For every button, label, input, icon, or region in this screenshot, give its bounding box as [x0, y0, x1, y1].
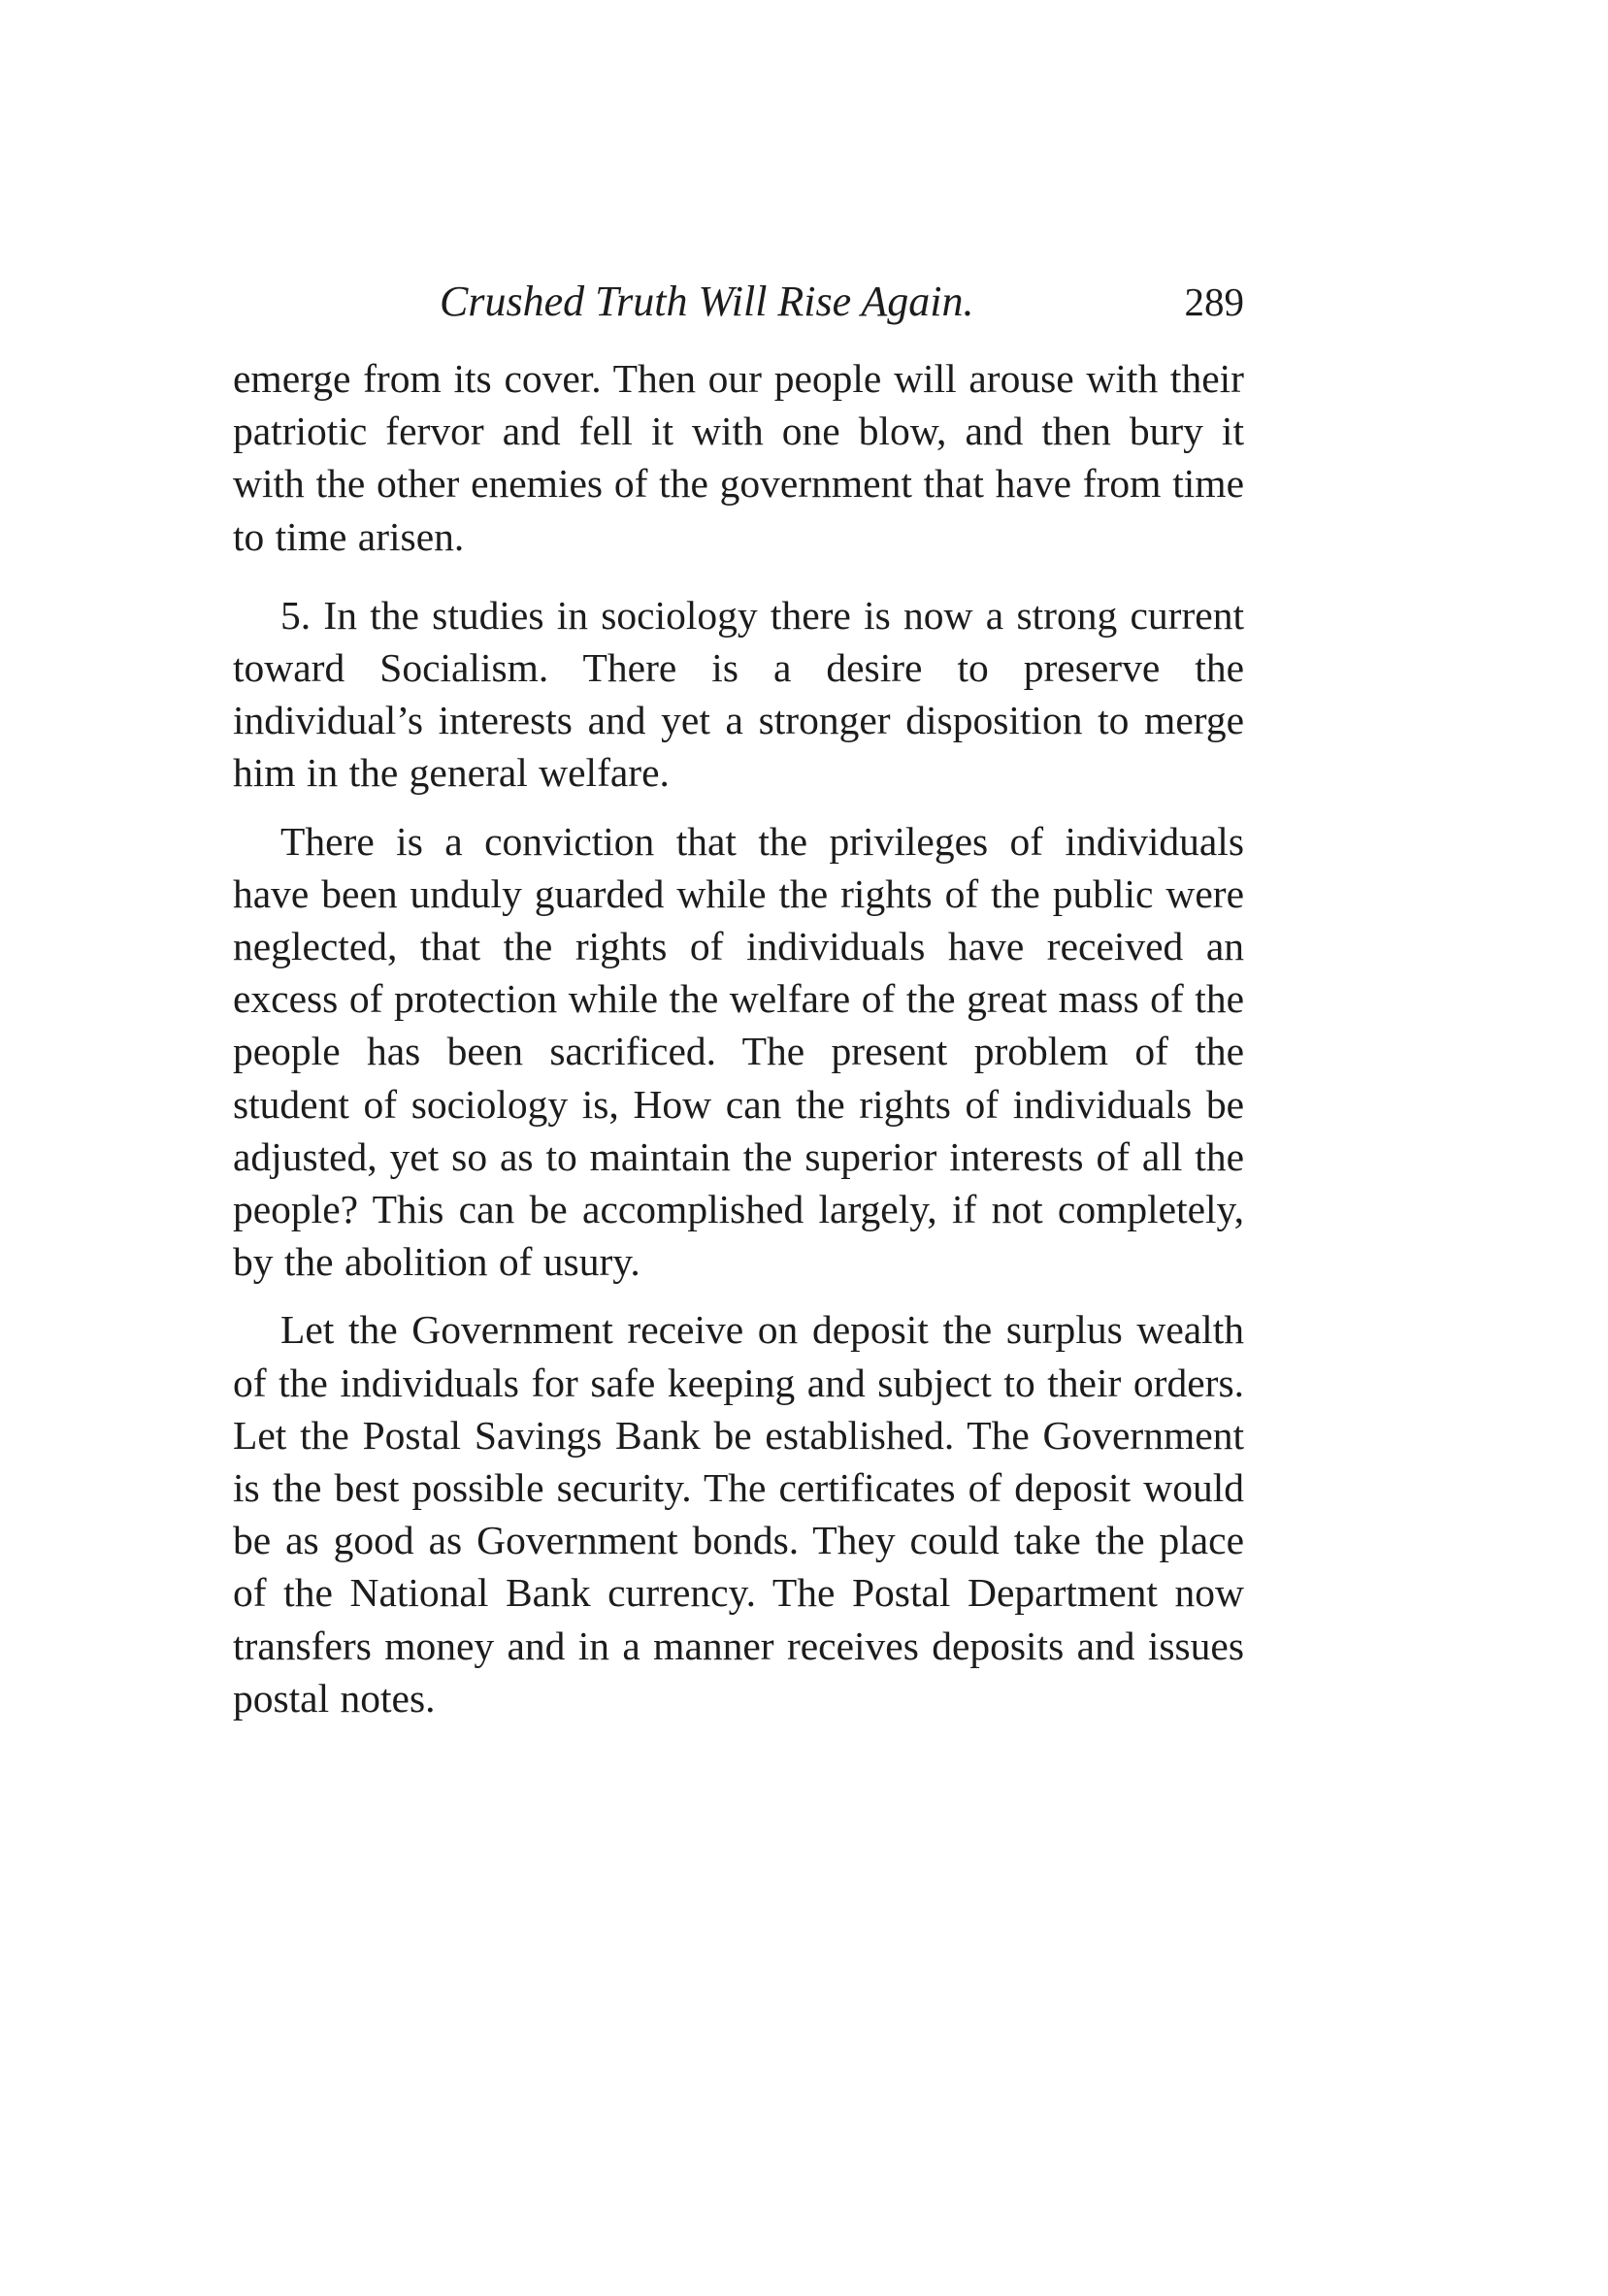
paragraph-point-5: 5. In the studies in sociology there is now a strong current toward Socialism. There is a desire to preserve the individual’s interests and yet a stronger disposition to merge him in the general welfare. — [233, 592, 1244, 796]
page-number: 289 — [1184, 279, 1244, 324]
body-text — [233, 352, 1244, 1724]
page-header — [233, 268, 1244, 336]
running-title: Crushed Truth Will Rise Again. — [440, 278, 974, 325]
paragraph-government-deposit: Let the Government receive on deposit the surplus wealth of the individuals for safe keeping and subject to their orders. Let the Postal Savings Bank be established. The Government is the best possible security. The certificates of deposit would be as good as Government bonds. They could take the place of the National Bank currency. The Postal Department now transfers money and in a manner receives deposits and issues postal notes. — [233, 1307, 1244, 1721]
paragraph-conviction: There is a conviction that the privileges of individuals have been unduly guarded while the rights of the public were neglected, that the rights of individuals have received an excess of protection while the welfare of the great mass of the people has been sacrificed. The present problem of the student of sociology is, How can the rights of individuals be adjusted, yet so as to maintain the superior interests of all the people? This can be accomplished largely, if not completely, by the abolition of usury. — [233, 818, 1244, 1285]
paragraph-continuation: emerge from its cover. Then our people will arouse with their patriotic fervor and fell it with one blow, and then bury it with the other enemies of the government that have from time to time arisen. — [233, 356, 1244, 559]
